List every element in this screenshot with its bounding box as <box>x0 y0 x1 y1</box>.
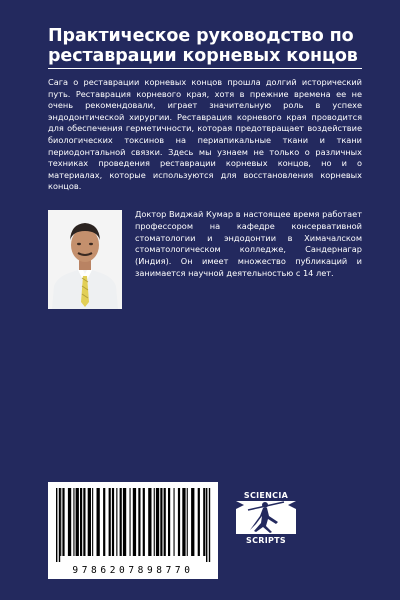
publisher-logo-bottom-text: SCRIPTS <box>246 536 286 545</box>
title-divider <box>48 68 362 69</box>
isbn-number: 9786207898770 <box>72 565 194 576</box>
book-description: Сага о реставрации корневых концов прошла долгий исторический путь. Реставрация корневого края, хотя в прежние времена ее не очень рекомендовали, играет значительную роль в успехе эндодонтической хирургии. Реставрация корневого края проводится для обеспечения герметичности, которая предотвращает воздействие биологических токсинов на периапикальные ткани и ткани периодонтальной связки. Здесь мы узнаем не только о различных техниках проведения реставрации корневых концов, но и о материалах, которые используются для восстановления корневых концов. <box>48 77 362 192</box>
isbn-barcode <box>48 482 218 579</box>
book-title: Практическое руководство по реставрации корневых концов <box>48 26 358 66</box>
author-photo <box>48 210 122 309</box>
publisher-logo <box>236 486 296 550</box>
author-bio: Доктор Виджай Кумар в настоящее время работает профессором на кафедре консервативной стоматологии и эндодонтии в Химачалском стоматологическом колледже, Сандернагар (Индия). Он имеет множество публикаций и занимается научной деятельностью с 14 лет. <box>135 209 362 278</box>
publisher-logo-top-text: SCIENCIA <box>243 491 289 500</box>
author-portrait-icon <box>48 210 122 309</box>
barcode-icon <box>48 482 218 564</box>
